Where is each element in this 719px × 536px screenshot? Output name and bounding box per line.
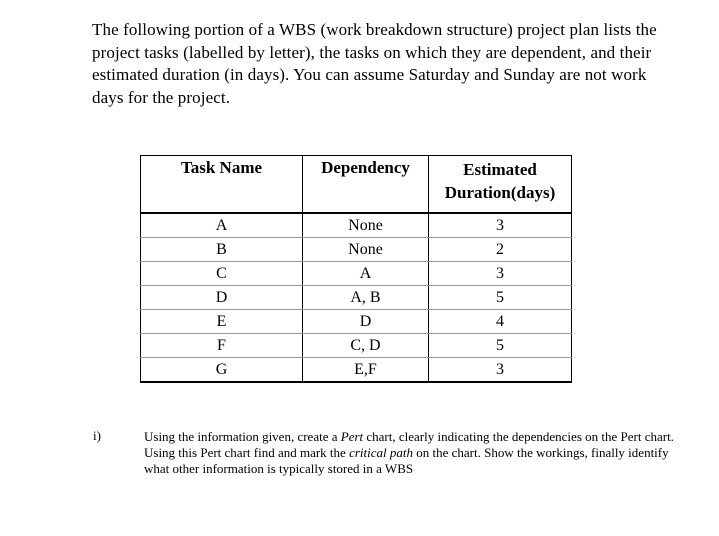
question-text-pert: Pert — [340, 429, 364, 444]
question-text-part3: on the chart. Show the workings, finally identify what other information is typically stored in a WBS — [144, 445, 669, 476]
task-cell: D — [141, 286, 303, 310]
header-duration — [429, 156, 572, 214]
table-row — [141, 358, 572, 383]
task-cell: G — [141, 358, 303, 383]
duration-cell: 5 — [429, 334, 572, 358]
question-text — [144, 429, 674, 477]
question-text-part1: Using the information given, create a — [144, 429, 341, 444]
question-text-part2: chart, clearly indicating the dependencies on the Pert chart. Using this Pert chart find and mark the — [144, 429, 674, 460]
duration-cell: 3 — [429, 358, 572, 383]
task-cell: A — [141, 213, 303, 238]
intro-paragraph: The following portion of a WBS (work breakdown structure) project plan lists the project tasks (labelled by letter), the tasks on which they are dependent, and their estimated duration (in days). You can assume Saturday and Sunday are not work days for the project. — [92, 20, 657, 107]
duration-cell: 2 — [429, 238, 572, 262]
header-task-name: Task Name — [141, 156, 303, 214]
question-number: i) — [93, 428, 101, 443]
task-cell: C — [141, 262, 303, 286]
duration-cell: 5 — [429, 286, 572, 310]
duration-cell: 4 — [429, 310, 572, 334]
table-row — [141, 334, 572, 358]
dependency-cell: None — [303, 238, 429, 262]
dependency-cell: D — [303, 310, 429, 334]
task-cell: F — [141, 334, 303, 358]
dependency-cell: A, B — [303, 286, 429, 310]
question-text-critical-path: critical path — [349, 445, 413, 460]
header-dependency: Dependency — [303, 156, 429, 214]
dependency-cell: C, D — [303, 334, 429, 358]
table-row — [141, 262, 572, 286]
header-duration-line2: Duration(days) — [444, 183, 556, 202]
task-cell: B — [141, 238, 303, 262]
wbs-table — [140, 155, 572, 383]
task-cell: E — [141, 310, 303, 334]
table-row — [141, 213, 572, 238]
header-duration-line1: Estimated — [463, 160, 537, 179]
dependency-cell: A — [303, 262, 429, 286]
duration-cell: 3 — [429, 213, 572, 238]
duration-cell: 3 — [429, 262, 572, 286]
table-row — [141, 310, 572, 334]
dependency-cell: E,F — [303, 358, 429, 383]
table-row — [141, 238, 572, 262]
table-row — [141, 286, 572, 310]
dependency-cell: None — [303, 213, 429, 238]
table-header-row — [141, 156, 572, 214]
